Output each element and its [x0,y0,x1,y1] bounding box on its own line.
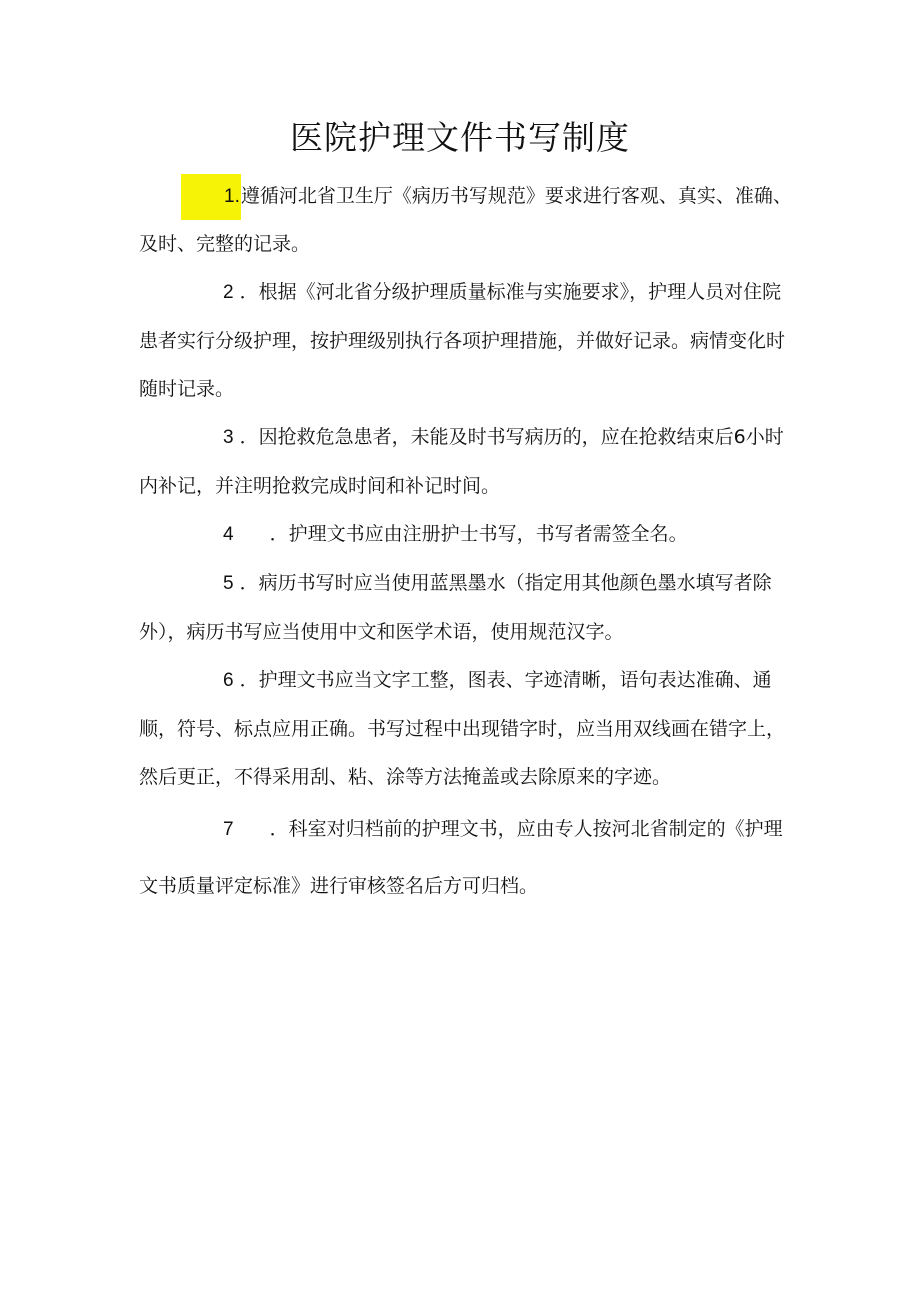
rule-text-5: ．病历书写时应当使用蓝黑墨水（指定用其他颜色墨水填写者除外），病历书写应当使用中文和医学术语，使用规范汉字。 [139,572,772,643]
rule-item-7 [139,801,799,914]
rule-number-1-highlighted: 1. [181,174,241,220]
rule-item-1 [139,172,799,268]
rule-text-6: ．护理文书应当文字工整，图表、字迹清晰，语句表达准确、通顺，符号、标点应用正确。书写过程中出现错字时，应当用双线画在错字上，然后更正，不得采用刮、粘、涂等方法掩盖或去除原来的字迹。 [139,669,786,788]
rule-number-4: 4 [223,524,234,545]
rule-text-4: ．护理文书应由注册护士书写，书写者需签全名。 [269,523,688,545]
rule-item-3 [139,413,799,510]
rule-item-2 [139,268,799,413]
rule-text-1: 遵循河北省卫生厅《病历书写规范》要求进行客观、真实、准确、及时、完整的记录。 [139,185,792,255]
rule-item-4 [139,510,799,559]
rule-text-3: ．因抢救危急患者，未能及时书写病历的，应在抢救结束后6小时内补记，并注明抢救完成时间和补记时间。 [139,426,784,497]
rule-item-6 [139,656,799,801]
rule-number-5: 5 [223,573,234,594]
rule-number-6: 6 [223,670,234,691]
rule-item-5 [139,559,799,656]
document-body [139,172,799,914]
rule-text-7: ．科室对归档前的护理文书，应由专人按河北省制定的《护理文书质量评定标准》进行审核签名后方可归档。 [139,818,783,897]
document-title: 医院护理文件书写制度 [290,118,630,157]
rule-number-2: 2 [223,282,234,303]
rule-number-7: 7 [223,819,234,840]
rule-number-3: 3 [223,427,234,448]
rule-text-2: ．根据《河北省分级护理质量标准与实施要求》，护理人员对住院患者实行分级护理，按护理级别执行各项护理措施，并做好记录。病情变化时随时记录。 [139,281,786,400]
